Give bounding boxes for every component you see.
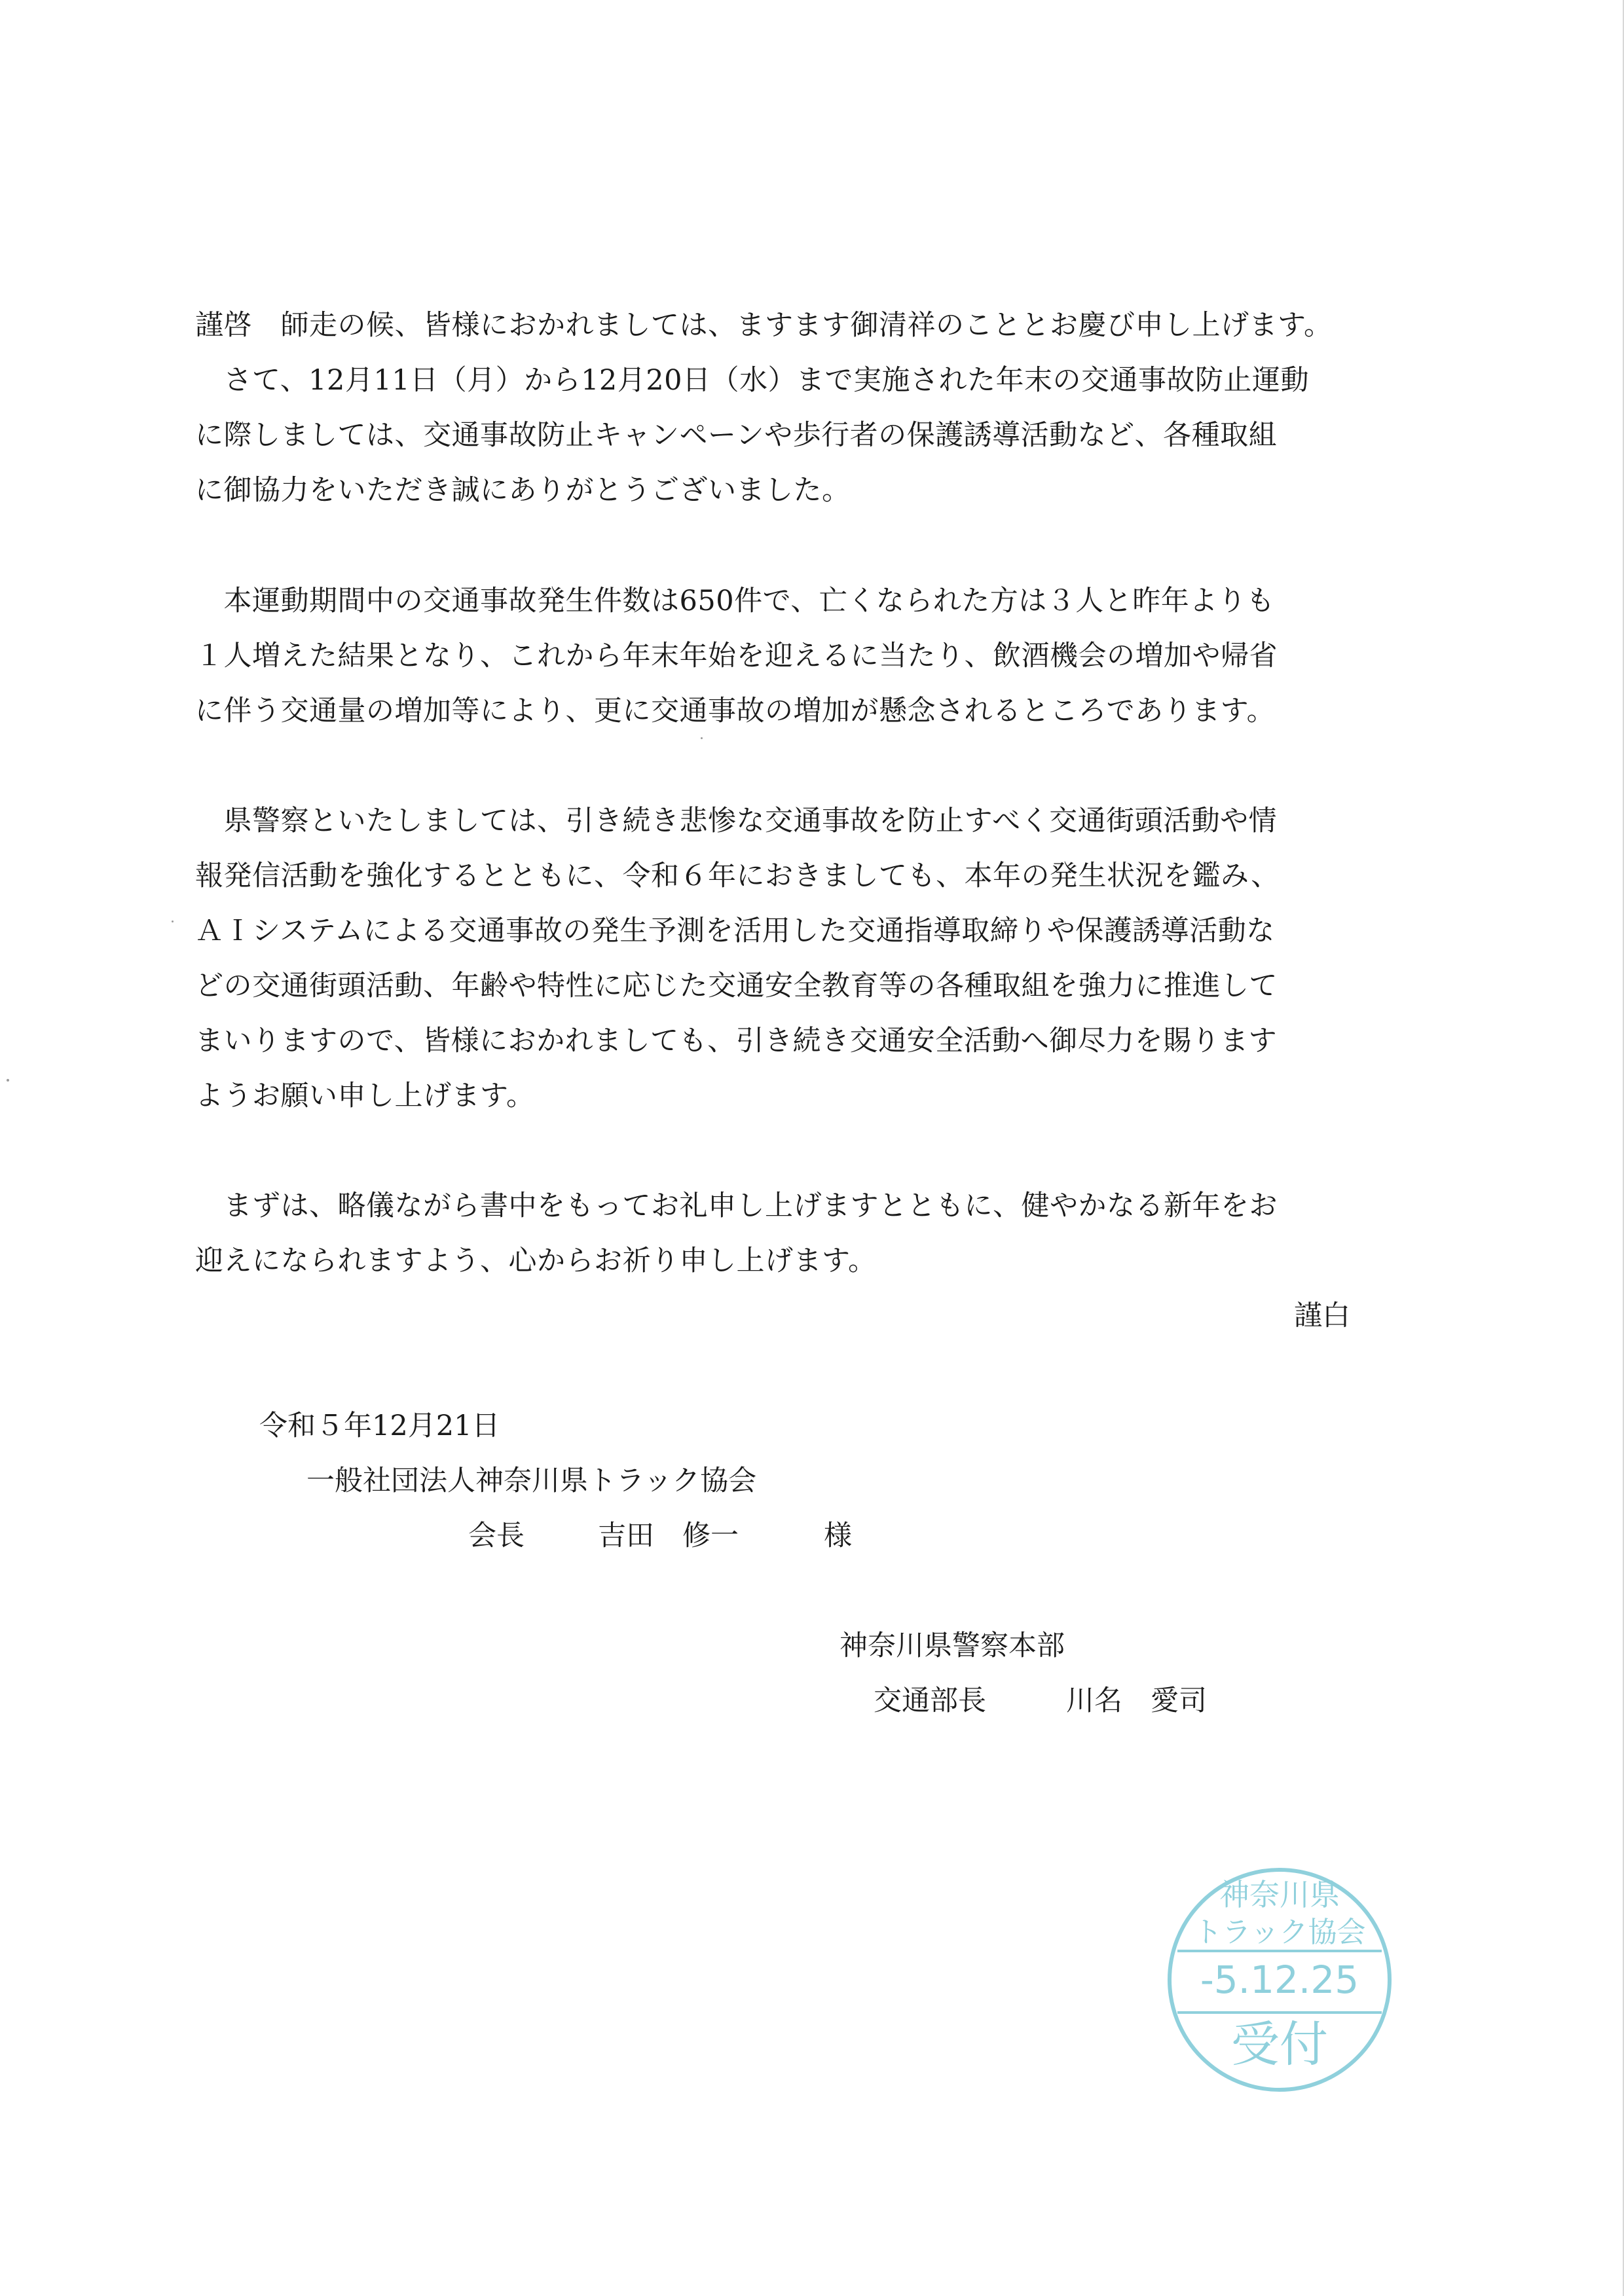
sender-title: 交通部長 — [874, 1685, 986, 1717]
closing-word: 謹白 — [1294, 1300, 1350, 1332]
body-line: ＡＩシステムによる交通事故の発生予測を活用した交通指導取締りや保護誘導活動な — [195, 915, 1275, 947]
body-line: 県警察といたしましては、引き続き悲惨な交通事故を防止すべく交通街頭活動や情 — [195, 805, 1278, 837]
sender-name: 川名 愛司 — [1066, 1685, 1207, 1717]
body-line: 迎えになられますよう、心からお祈り申し上げます。 — [195, 1245, 877, 1277]
sender-org: 神奈川県警察本部 — [840, 1630, 1065, 1662]
body-line: ようお願い申し上げます。 — [195, 1080, 535, 1112]
receipt-stamp — [1164, 1865, 1395, 2095]
body-line: 報発信活動を強化するとともに、令和６年におきましても、本年の発生状況を鑑み、 — [195, 860, 1280, 892]
body-line: に際しましては、交通事故防止キャンペーンや歩行者の保護誘導活動など、各種取組 — [195, 419, 1278, 452]
body-line: まいりますので、皆様におかれましても、引き続き交通安全活動へ御尽力を賜ります — [195, 1025, 1278, 1057]
stamp-date: -5.12.25 — [1200, 1958, 1359, 2002]
scan-speck — [7, 1079, 9, 1082]
body-line: に伴う交通量の増加等により、更に交通事故の増加が懸念されるところであります。 — [195, 695, 1276, 727]
stamp-label: 受付 — [1231, 2016, 1328, 2073]
body-line: どの交通街頭活動、年齢や特性に応じた交通安全教育等の各種取組を強力に推進して — [195, 970, 1278, 1002]
body-line: １人増えた結果となり、これから年末年始を迎えるに当たり、飲酒機会の増加や帰省 — [195, 640, 1278, 672]
recipient-name: 吉田 修一 — [598, 1520, 739, 1552]
letter-date: 令和５年12月21日 — [259, 1410, 500, 1442]
body-line: 本運動期間中の交通事故発生件数は650件で、亡くなられた方は３人と昨年よりも — [195, 585, 1275, 617]
stamp-line1: 神奈川県 — [1219, 1877, 1340, 1912]
recipient-title: 会長 — [468, 1520, 525, 1552]
body-line: さて、12月11日（月）から12月20日（水）まで実施された年末の交通事故防止運動 — [195, 364, 1310, 397]
body-line: に御協力をいただき誠にありがとうございました。 — [195, 474, 851, 507]
scan-speck — [701, 737, 703, 739]
recipient-honorific: 様 — [824, 1520, 852, 1552]
recipient-org: 一般社団法人神奈川県トラック協会 — [306, 1465, 757, 1497]
body-line: 謹啓 師走の候、皆様におかれましては、ますます御清祥のこととお慶び申し上げます。 — [195, 309, 1333, 342]
stamp-line2: トラック協会 — [1193, 1916, 1366, 1949]
receipt-stamp-graphic — [1164, 1865, 1395, 2095]
scan-speck — [172, 920, 174, 922]
body-line: まずは、略儀ながら書中をもってお礼申し上げますとともに、健やかなる新年をお — [195, 1190, 1278, 1222]
